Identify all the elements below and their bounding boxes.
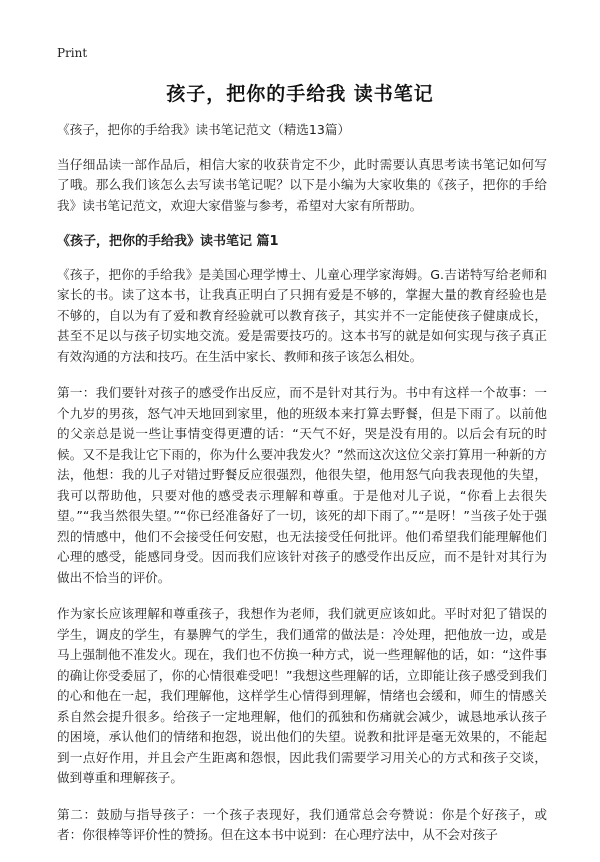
intro-paragraph: 当仔细品读一部作品后，相信大家的收获肯定不少，此时需要认真思考读书笔记如何写了哦。那么我们该怎么去写读书笔记呢？以下是小编为大家收集的《孩子，把你的手给我》读书笔记范文，欢迎大家借鉴与参考，希望对大家有所帮助。: [57, 156, 547, 213]
body-paragraph-4: 第二：鼓励与指导孩子：一个孩子表现好，我们通常总会夸赞说：你是个好孩子，或者：你很棒等评价性的赞扬。但在这本书中说到：在心理疗法中，从不会对孩子: [57, 806, 547, 842]
body-paragraph-3: 作为家长应该理解和尊重孩子，我想作为老师，我们就更应该如此。平时对犯了错误的学生，调皮的学生，有暴脾气的学生，我们通常的做法是：冷处理，把他放一边，或是马上强制他不准发火。现在，我们也不仿换一种方式，说一些理解他的话，如：“这件事的确让你受委屈了，你的心情很难受吧！”我想这些理解的话，立即能让孩子感受到我们的心和他在一起，我们理解他，这样学生心情得到理解，情绪也会缓和，师生的情感关系自然会提升很多。给孩子一定地理解，他们的孤独和伤痛就会减少，诚恳地承认孩子的困境，承认他们的情绪和抱怨，说出他们的失望。说教和批评是毫无效果的，不能起到一点好作用，并且会产生距离和怨恨，因此我们需要学习用关心的方式和孩子交谈，做到尊重和理解孩子。: [57, 606, 547, 785]
document-subtitle: 《孩子，把你的手给我》读书笔记范文（精选13篇）: [57, 122, 351, 137]
body-paragraph-1: 《孩子，把你的手给我》是美国心理学博士、儿童心理学家海姆。G.吉诺特写给老师和家长的书。读了这本书，让我真正明白了只拥有爱是不够的，掌握大量的教育经验也是不够的，自以为有了爱和教育经验就可以教育孩子，其实并不一定能使孩子健康成长，甚至不足以与孩子切实地交流。爱是需要技巧的。这本书写的就是如何实现与孩子真正有效沟通的方法和技巧。在生活中家长、教师和孩子该怎么相处。: [57, 266, 547, 364]
section-heading: 《孩子，把你的手给我》读书笔记 篇1: [57, 234, 279, 249]
document-body: [57, 120, 547, 862]
print-label: Print: [57, 46, 88, 60]
document-title: 孩子，把你的手给我 读书笔记: [166, 83, 434, 105]
body-paragraph-2: 第一：我们要针对孩子的感受作出反应，而不是针对其行为。书中有这样一个故事：一个九岁的男孩，怒气冲天地回到家里，他的班级本来打算去野餐，但是下雨了。以前他的父亲总是说一些让事情变得更遭的话：“天气不好，哭是没有用的。以后会有玩的时候。又不是我让它下雨的，你为什么要冲我发火？”然而这次这位父亲打算用一种新的方法，他想：我的儿子对错过野餐反应很强烈，他很失望，他用怒气向我表现他的失望，我可以帮助他，只要对他的感受表示理解和尊重。于是他对儿子说，“你看上去很失望。”“我当然很失望。”“你已经准备好了一切，该死的却下雨了。”“是呀！”当孩子处于强烈的情感中，他们不会接受任何安慰，也无法接受任何批评。他们希望我们能理解他们心理的感受，能感同身受。因而我们应该针对孩子的感受作出反应，而不是针对其行为做出不恰当的评价。: [57, 385, 547, 585]
